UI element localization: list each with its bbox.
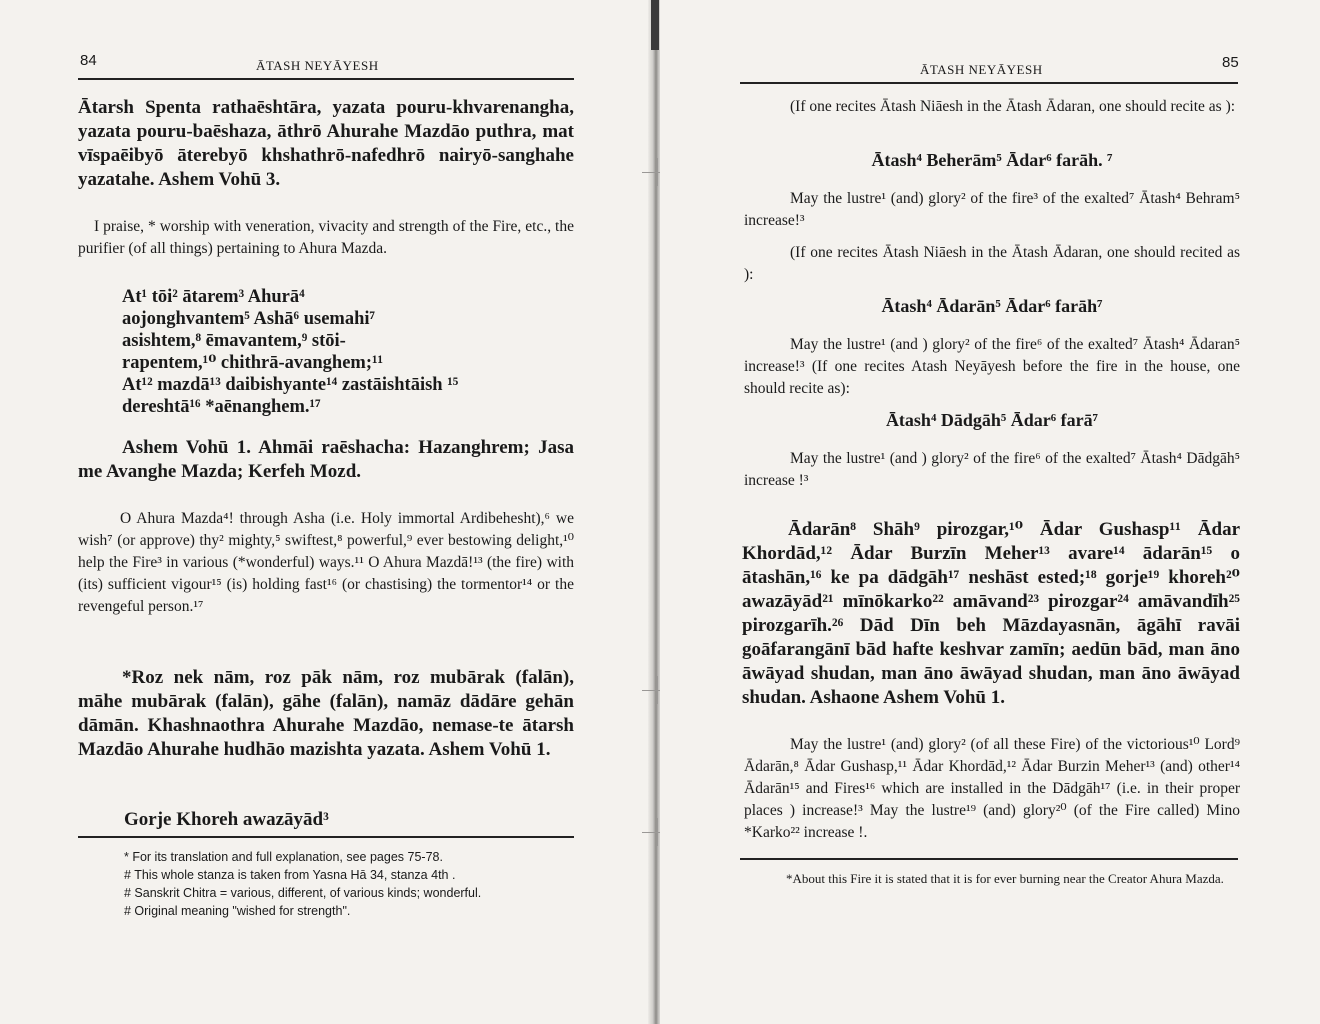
running-head: ĀTASH NEYĀYESH — [920, 62, 1043, 77]
fire-heading: Ātash⁴ Dādgāh⁵ Ādar⁶ farā⁷ — [885, 410, 1099, 430]
footnote: # This whole stanza is taken from Yasna Hā 34, stanza 4th . — [124, 868, 456, 882]
fire-translation: May the lustre¹ (and) glory² of the fire³ of the exalted⁷ Ātash⁴ Behram⁵ increase!³ — [744, 190, 1240, 229]
running-head: ĀTASH NEYĀYESH — [256, 58, 379, 73]
header-rule — [740, 82, 1238, 84]
praise-paragraph: I praise, * worship with veneration, vivacity and strength of the Fire, etc., the purifier (of all things) pertaining to Ahura Mazda. — [78, 218, 574, 257]
ashem-vohu-paragraph: Ashem Vohū 1. Ahmāi raēshacha: Hazanghrem; Jasa me Avanghe Mazda; Kerfeh Mozd. — [78, 437, 574, 482]
page-number: 84 — [80, 52, 97, 69]
fire-translation: May the lustre¹ (and ) glory² of the fire⁶ of the exalted⁷ Ātash⁴ Dādgāh⁵ increase !³ — [744, 450, 1240, 489]
right-page — [660, 0, 1320, 1024]
adaran-paragraph: Ādarān⁸ Shāh⁹ pirozgar,¹⁰ Ādar Gushasp¹¹ Ādar Khordād,¹² Ādar Burzīn Meher¹³ avare¹⁴ ādarān¹⁵ o ātashān,¹⁶ ke pa dādgāh¹⁷ neshāst ested;¹⁸ gorje¹⁹ khoreh²⁰ awazāyād²¹ mīnōkarko²² amāvand²³ pirozgar²⁴ amāvandīh²⁵ pirozgarīh.²⁶ Dād Dīn beh Māzdayasnān, āgāhī ravāi goāfarangānī bād hafte keshvar zamīn; aedūn bād, man āno āwāyad shudan, man āno āwāyad shudan, man āno āwāyad shudan. Ashaone Ashem Vohū 1. — [742, 519, 1240, 708]
footnote-rule — [78, 836, 574, 838]
roz-paragraph: *Roz nek nām, roz pāk nām, roz mubārak (falān), māhe mubārak (falān), gāhe (falān), namāz dādāre gehān dāmān. Khashnaothra Ahurahe Mazdāo, nemase-te ātarsh Mazdāo Ahurahe hudhāo mazishta yazata. Ashem Vohū 1. — [78, 667, 574, 760]
verse-line: dereshtā¹⁶ *aēnanghem.¹⁷ — [122, 397, 321, 417]
verse-line: rapentem,¹⁰ chithrā-avanghem;¹¹ — [122, 353, 384, 373]
page-number: 85 — [1222, 54, 1239, 71]
footnote: *About this Fire it is stated that it is for ever burning near the Creator Ahura Mazda. — [786, 871, 1224, 886]
footnotes — [124, 848, 574, 920]
verse-line: aojonghvantem⁵ Ashā⁶ usemahi⁷ — [122, 309, 376, 329]
header-rule — [78, 78, 574, 80]
fire-heading: Ātash⁴ Beherām⁵ Ādar⁶ farāh. ⁷ — [871, 150, 1113, 170]
footnote-rule — [740, 858, 1238, 860]
fire-heading: Ātash⁴ Ādarān⁵ Ādar⁶ farāh⁷ — [881, 296, 1103, 316]
avestan-verse — [122, 286, 582, 418]
footnote: # Sanskrit Chitra = various, different, of various kinds; wonderful. — [124, 886, 482, 900]
adaran-translation: May the lustre¹ (and) glory² (of all these Fire) of the victorious¹⁰ Lord⁹ Ādarān,⁸ Ādar Gushasp,¹¹ Ādar Khordād,¹² Ādar Burzin Meher¹³ (and) other¹⁴ Ādarān¹⁵ and Fires¹⁶ which are installed in the Dādgāh¹⁷ (i.e. in their proper places ) increase!³ May the lustre¹⁹ (and) glory²⁰ (of the Fire called) Mino *Karko²² increase !. — [744, 736, 1240, 841]
fire-translation: May the lustre¹ (and ) glory² of the fire⁶ of the exalted⁷ Ātash⁴ Ādaran⁵ increase!³ (If one recites Atash Neyāyesh before the fire in the house, one should recite as): — [744, 336, 1240, 397]
gorje-heading: Gorje Khoreh awazāyād³ — [124, 809, 329, 830]
recital-note: (If one recites Ātash Niāesh in the Ātash Ādaran, one should recited as ): — [744, 244, 1240, 283]
left-page — [0, 0, 652, 1024]
invocation-paragraph: Ātarsh Spenta rathaēshtāra, yazata pouru-khvarenangha, yazata pouru-baēshaza, āthrō Ahurahe Mazdāo puthra, mat vīspaēibyō āterebyō khshathrō-nafedhrō nairyō-sanghahe yazatahe. Ashem Vohū 3. — [78, 97, 574, 190]
binding-edge — [651, 0, 659, 50]
footnote: # Original meaning "wished for strength". — [124, 904, 351, 918]
verse-line: asishtem,⁸ ēmavantem,⁹ stōi- — [122, 331, 346, 351]
verse-line: At¹ tōi² ātarem³ Ahurā⁴ — [122, 287, 305, 307]
footnote: * For its translation and full explanation, see pages 75-78. — [124, 850, 443, 864]
verse-line: At¹² mazdā¹³ daibishyante¹⁴ zastāishtāish ¹⁵ — [122, 375, 459, 395]
recital-note: (If one recites Ātash Niāesh in the Ātash Ādaran, one should recite as ): — [790, 98, 1236, 115]
translation-paragraph: O Ahura Mazda⁴! through Asha (i.e. Holy immortal Ardibehesht),⁶ we wish⁷ (or approve) thy² mighty,⁵ swiftest,⁸ powerful,⁹ ever bestowing delight,¹⁰ help the Fire³ in various (*wonderful) ways.¹¹ O Ahura Mazdā!¹³ (the fire) with (its) sufficient vigour¹⁵ (is) holding fast¹⁶ (or chastising) the tormentor¹⁴ or the revengeful person.¹⁷ — [78, 510, 574, 615]
